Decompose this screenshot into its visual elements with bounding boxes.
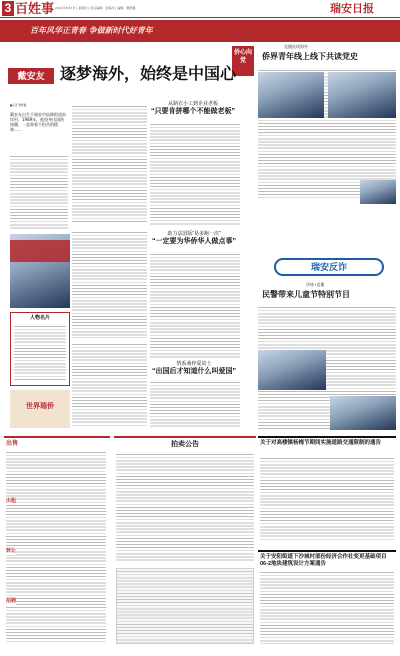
notice-block-2 [258,550,396,646]
profile-card-title: 人物名片 [29,315,50,321]
feature-text-col1 [72,104,147,224]
subhead3: “出国后才知道什么叫爱国” [152,368,236,375]
right-mid-photo2 [330,396,396,430]
notice-headline-2: 关于安阳街道下沙城村部份经济合作社变更基础项目06-2地块建筑设计方案通告 [260,554,387,567]
feature-text-col3 [72,230,147,338]
right-top-photo3 [360,180,396,204]
right-mid-headline: 民警带来儿童节特别节目 [262,290,350,299]
subhead2: “一定要为华侨华人做点事” [152,238,236,245]
ad-label: 世界瑞侨 [26,403,54,410]
auction-text [116,452,254,562]
banner-slogan: 百年风华正青春 争做新时代好青年 [30,25,153,35]
right-top-kicker: 直播连线海外 [284,44,308,49]
feature-text-col5 [72,342,147,428]
kicker1: 从制衣小工到企业老板 [167,101,218,107]
name-tag: 戴安友 [8,68,54,84]
subhead1: “只要肯拼哪个不能做老板” [151,108,235,115]
feature-intro: 戴安友出生于瑞安市仙降街道前垟村，1989年，他投身出国的热潮，一直靠着不怕苦的精神…… [10,112,66,132]
page-number: 3 [2,1,14,16]
notice-text-1 [260,456,394,542]
classifieds-section-0: 出租 [6,498,17,504]
notice-block-1 [258,436,396,546]
feature-text-col2 [150,122,240,226]
classifieds-section-2: 招聘 [6,598,17,604]
right-mid-kicker: 讲座+直播 [306,282,325,287]
right-top-photo1 [258,72,324,118]
classifieds-text [6,450,106,644]
kicker3: 情系桑梓爱故土 [176,361,212,367]
feature-text-col6 [150,380,240,428]
classifieds-block [4,436,110,646]
date-line: 2021年8月3日 | 星期四 | 责任编辑：金海涛 | 编辑：曹舒鑫 [55,6,136,10]
right-top-photo2 [328,72,396,118]
auction-headline: 拍卖公告 [171,441,199,448]
feature-text-col4 [150,252,240,358]
notice-headline-1: 关于对高楼镇杨梅节期间实施道路交通限制的通告 [260,440,382,446]
banner [0,20,400,42]
section-title: 百姓事 [15,1,55,16]
photo-overlay-banner [10,240,70,262]
paper-logo: 瑞安日报 [330,2,374,15]
column-tag: 侨心向党 [232,46,254,76]
world-ruiqiao-ad [10,390,70,428]
right-top-headline: 侨界青年线上线下共读党史 [262,52,358,61]
auction-table [116,568,254,644]
feature-headline: 逐梦海外，始终是中国心 [60,66,237,83]
auction-block [114,436,256,646]
intro-text-lines [10,154,68,230]
anti-fraud-logo: 瑞安反诈 [274,258,384,276]
classifieds-title: 出售 [6,441,19,447]
right-mid-photo1 [258,350,326,390]
profile-card [10,312,70,386]
profile-card-text [14,324,66,382]
feature-byline: ■记者 曹舒鑫 [10,104,27,107]
classifieds-section-1: 转让 [6,548,17,554]
kicker2: 助力法国版“易多跑一次” [167,231,221,237]
notice-text-2 [260,570,394,644]
